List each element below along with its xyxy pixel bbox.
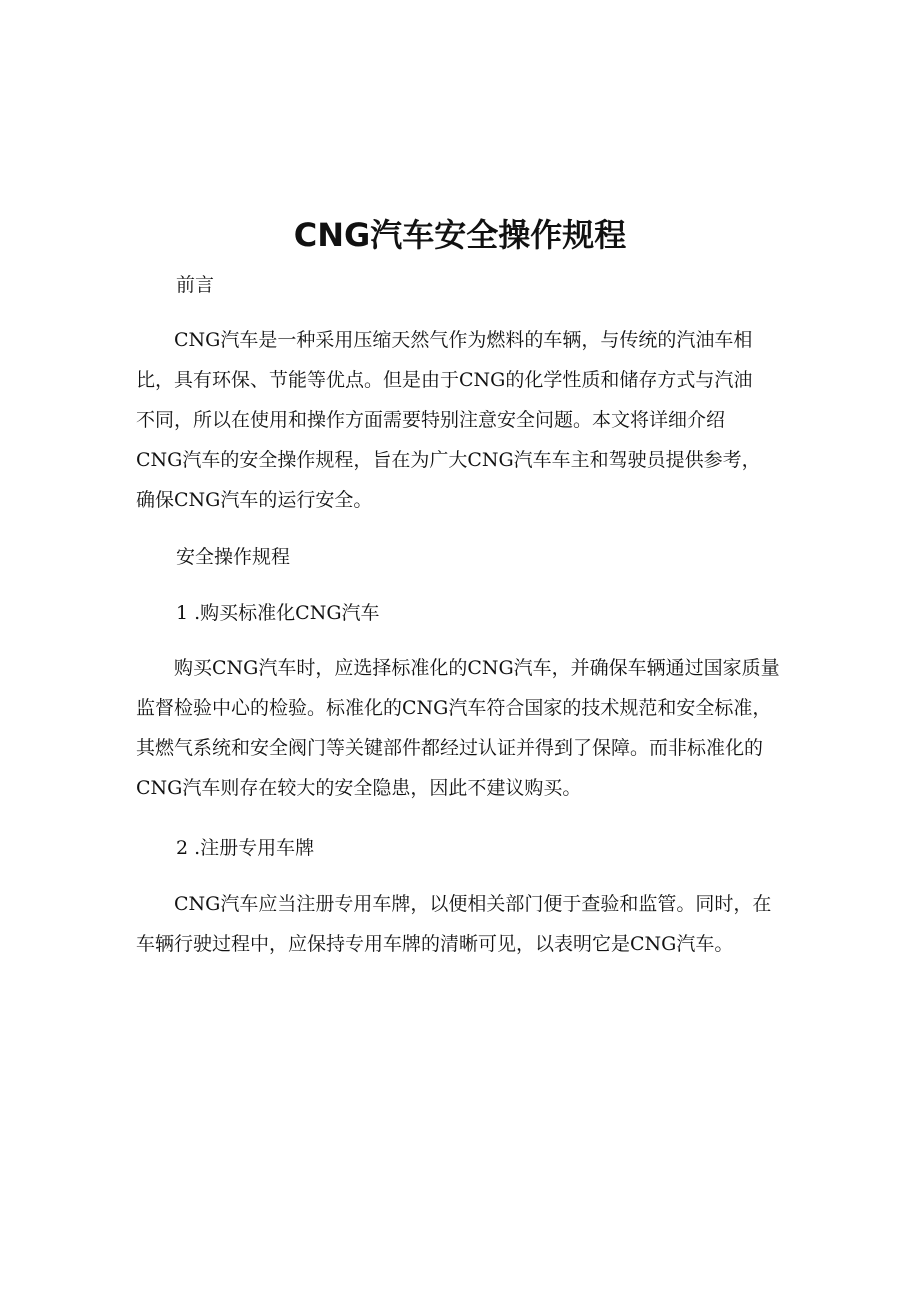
paragraph-line: 其燃气系统和安全阀门等关键部件都经过认证并得到了保障。而非标准化的 bbox=[136, 737, 764, 759]
paragraph-line: 比，具有环保、节能等优点。但是由于CNG的化学性质和储存方式与汽油 bbox=[136, 369, 753, 391]
document-title: CNG汽车安全操作规程 bbox=[293, 216, 627, 254]
section-2-paragraph bbox=[136, 884, 796, 964]
paragraph-line: CNG汽车则存在较大的安全隐患，因此不建议购买。 bbox=[136, 777, 582, 799]
preface-heading: 前言 bbox=[176, 274, 215, 296]
paragraph-line: CNG汽车是一种采用压缩天然气作为燃料的车辆，与传统的汽油车相 bbox=[174, 329, 753, 351]
rules-heading: 安全操作规程 bbox=[176, 546, 291, 568]
section-2-heading: 2 .注册专用车牌 bbox=[176, 837, 315, 859]
paragraph-line: CNG汽车的安全操作规程，旨在为广大CNG汽车车主和驾驶员提供参考， bbox=[136, 449, 761, 471]
paragraph-line: 购买CNG汽车时，应选择标准化的CNG汽车，并确保车辆通过国家质量 bbox=[174, 657, 780, 679]
paragraph-line: 不同，所以在使用和操作方面需要特别注意安全问题。本文将详细介绍 bbox=[136, 409, 726, 431]
section-1-paragraph bbox=[136, 648, 796, 808]
intro-paragraph bbox=[136, 320, 796, 520]
section-1-heading: 1 .购买标准化CNG汽车 bbox=[176, 602, 380, 624]
paragraph-line: CNG汽车应当注册专用车牌，以便相关部门便于查验和监管。同时，在 bbox=[174, 893, 772, 915]
paragraph-line: 确保CNG汽车的运行安全。 bbox=[136, 489, 373, 511]
paragraph-line: 监督检验中心的检验。标准化的CNG汽车符合国家的技术规范和安全标准， bbox=[136, 697, 772, 719]
paragraph-line: 车辆行驶过程中，应保持专用车牌的清晰可见，以表明它是CNG汽车。 bbox=[136, 933, 734, 955]
